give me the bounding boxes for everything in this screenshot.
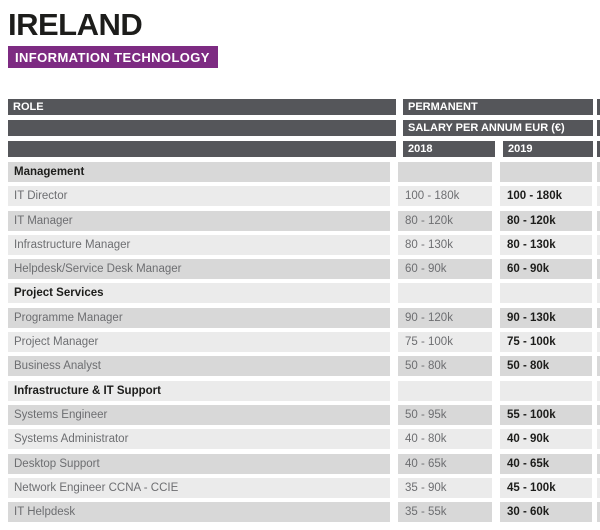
salary-2018-cell: 40 - 65k [398, 454, 492, 474]
year-2018-header: 2018 [403, 141, 495, 157]
salary-2018-cell: 75 - 100k [398, 332, 492, 352]
salary-2018-cell: 60 - 90k [398, 259, 492, 279]
year-2019-header: 2019 [503, 141, 593, 157]
salary-2018-cell: 40 - 80k [398, 429, 492, 449]
permanent-group-header: PERMANENT [403, 99, 593, 115]
section-header-row [0, 162, 600, 182]
table-row [0, 454, 600, 474]
table-row [0, 332, 600, 352]
role-cell: Project Manager [8, 332, 390, 352]
salary-2019-cell: 100 - 180k [500, 186, 592, 206]
table-row [0, 478, 600, 498]
table-row [0, 356, 600, 376]
salary-2018-cell: 80 - 130k [398, 235, 492, 255]
empty-cell [500, 283, 592, 303]
table-body [0, 162, 600, 522]
salary-2019-cell: 40 - 90k [500, 429, 592, 449]
salary-2018-cell: 80 - 120k [398, 211, 492, 231]
role-cell: Business Analyst [8, 356, 390, 376]
blank-header-bar [8, 141, 396, 157]
salary-2019-cell: 30 - 60k [500, 502, 592, 522]
masthead [8, 8, 218, 68]
salary-2018-cell: 90 - 120k [398, 308, 492, 328]
section-header-row [0, 381, 600, 401]
empty-cell [398, 162, 492, 182]
sector-banner: INFORMATION TECHNOLOGY [8, 46, 218, 68]
table-row [0, 235, 600, 255]
section-name: Management [8, 162, 390, 182]
salary-table [0, 99, 600, 526]
table-row [0, 405, 600, 425]
salary-2019-cell: 50 - 80k [500, 356, 592, 376]
empty-cell [398, 381, 492, 401]
salary-2019-cell: 55 - 100k [500, 405, 592, 425]
role-cell: IT Manager [8, 211, 390, 231]
role-cell: Infrastructure Manager [8, 235, 390, 255]
table-header-row-1 [0, 99, 600, 115]
role-cell: Helpdesk/Service Desk Manager [8, 259, 390, 279]
salary-2018-cell: 35 - 55k [398, 502, 492, 522]
role-cell: Desktop Support [8, 454, 390, 474]
salary-2019-cell: 60 - 90k [500, 259, 592, 279]
role-cell: IT Helpdesk [8, 502, 390, 522]
table-row [0, 429, 600, 449]
blank-header-bar [8, 120, 396, 136]
role-cell: Programme Manager [8, 308, 390, 328]
salary-2019-cell: 90 - 130k [500, 308, 592, 328]
role-cell: IT Director [8, 186, 390, 206]
role-column-header: ROLE [8, 99, 396, 115]
table-header-row-3 [0, 141, 600, 157]
table-row [0, 186, 600, 206]
table-row [0, 259, 600, 279]
section-name: Infrastructure & IT Support [8, 381, 390, 401]
salary-2019-cell: 40 - 65k [500, 454, 592, 474]
page-title: IRELAND [8, 7, 143, 42]
salary-2018-cell: 50 - 80k [398, 356, 492, 376]
table-row [0, 211, 600, 231]
empty-cell [500, 381, 592, 401]
role-cell: Systems Engineer [8, 405, 390, 425]
role-cell: Network Engineer CCNA - CCIE [8, 478, 390, 498]
salary-2018-cell: 35 - 90k [398, 478, 492, 498]
section-header-row [0, 283, 600, 303]
salary-2019-cell: 45 - 100k [500, 478, 592, 498]
salary-2018-cell: 50 - 95k [398, 405, 492, 425]
table-header-row-2 [0, 120, 600, 136]
salary-unit-header: SALARY PER ANNUM EUR (€) [403, 120, 593, 136]
salary-2019-cell: 75 - 100k [500, 332, 592, 352]
section-name: Project Services [8, 283, 390, 303]
table-row [0, 308, 600, 328]
salary-2018-cell: 100 - 180k [398, 186, 492, 206]
role-cell: Systems Administrator [8, 429, 390, 449]
empty-cell [398, 283, 492, 303]
table-row [0, 502, 600, 522]
salary-2019-cell: 80 - 120k [500, 211, 592, 231]
salary-2019-cell: 80 - 130k [500, 235, 592, 255]
empty-cell [500, 162, 592, 182]
